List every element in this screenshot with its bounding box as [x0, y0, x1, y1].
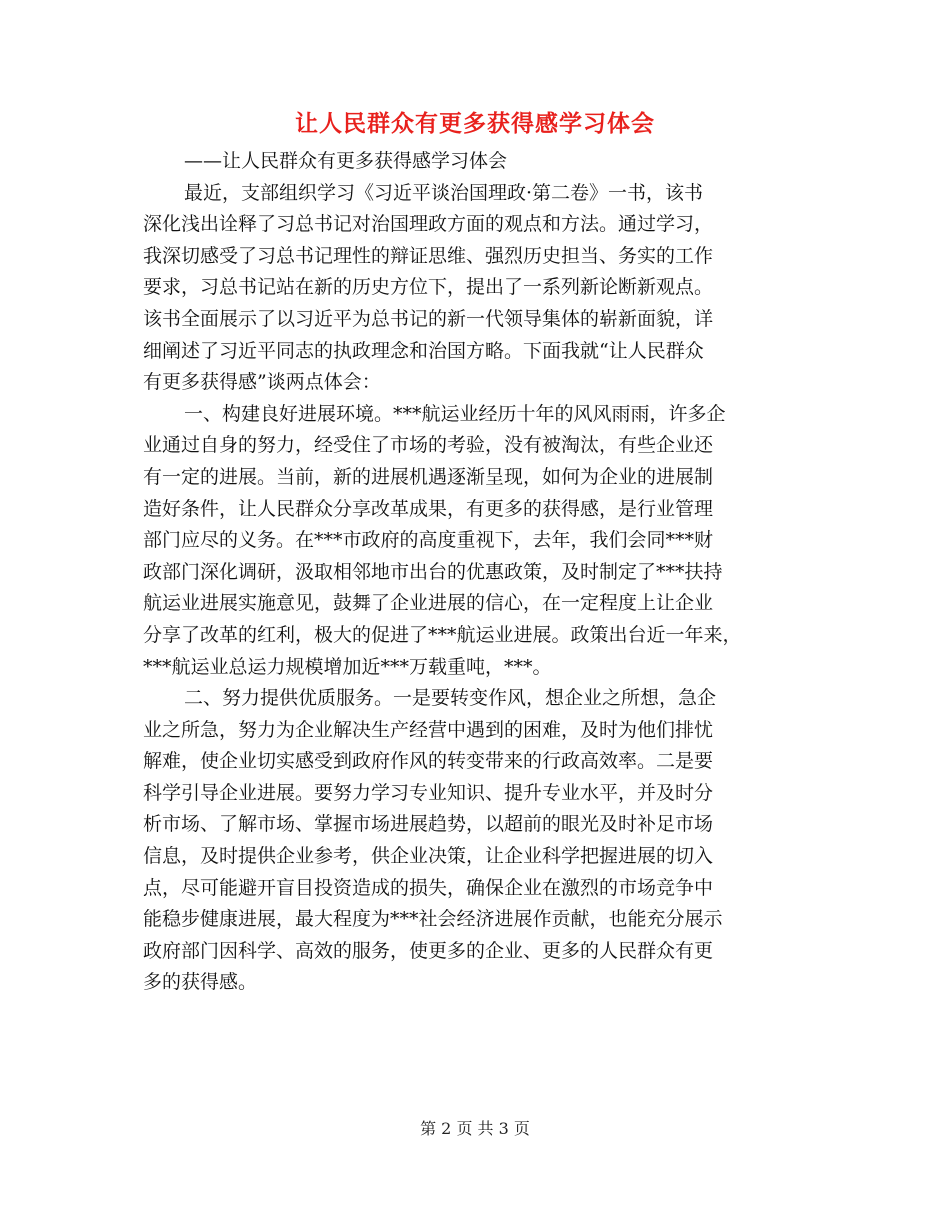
paragraph-3-line-6: 信息，及时提供企业参考，供企业决策，让企业科学把握进展的切入 — [143, 845, 714, 868]
paragraph-3-line-9: 政府部门因科学、高效的服务，使更多的企业、更多的人民群众有更 — [143, 939, 714, 962]
paragraph-1-line-1: 最近，支部组织学习《习近平谈治国理政·第二卷》一书，该书 — [184, 181, 704, 204]
document-title: 让人民群众有更多获得感学习体会 — [295, 110, 655, 137]
paragraph-2-line-7: 航运业进展实施意见，鼓舞了企业进展的信心，在一定程度上让企业 — [143, 592, 714, 615]
paragraph-3-line-2: 业之所急，努力为企业解决生产经营中遇到的困难，及时为他们排忧 — [143, 718, 714, 741]
paragraph-2-line-4: 造好条件，让人民群众分享改革成果，有更多的获得感，是行业管理 — [143, 497, 714, 520]
paragraph-1-line-4: 要求，习总书记站在新的历史方位下，提出了一系列新论断新观点。 — [143, 276, 714, 299]
paragraph-1-line-5: 该书全面展示了以习近平为总书记的新一代领导集体的崭新面貌，详 — [143, 307, 714, 330]
paragraph-2-line-6: 政部门深化调研，汲取相邻地市出台的优惠政策，及时制定了***扶持 — [143, 560, 723, 583]
paragraph-3-line-10: 多的获得感。 — [143, 971, 258, 994]
paragraph-3-line-7: 点，尽可能避开盲目投资造成的损失，确保企业在激烈的市场竞争中 — [143, 876, 714, 899]
paragraph-3-line-3: 解难，使企业切实感受到政府作风的转变带来的行政高效率。二是要 — [143, 750, 714, 773]
paragraph-3-line-4: 科学引导企业进展。要努力学习专业知识、提升专业水平，并及时分 — [143, 781, 714, 804]
subtitle-line: ——让人民群众有更多获得感学习体会 — [184, 150, 508, 172]
paragraph-2-line-5: 部门应尽的义务。在***市政府的高度重视下，去年，我们会同***财 — [143, 529, 714, 552]
paragraph-3-line-8: 能稳步健康进展，最大程度为***社会经济进展作贡献，也能充分展示 — [143, 908, 723, 931]
paragraph-1-line-6: 细阐述了习近平同志的执政理念和治国方略。下面我就“让人民群众 — [143, 339, 704, 362]
page-number-footer: 第 2 页 共 3 页 — [420, 1119, 530, 1138]
paragraph-2-line-3: 有一定的进展。当前，新的进展机遇逐渐呈现，如何为企业的进展制 — [143, 465, 714, 488]
paragraph-3-line-5: 析市场、了解市场、掌握市场进展趋势，以超前的眼光及时补足市场 — [143, 813, 714, 836]
paragraph-3-line-1: 二、努力提供优质服务。一是要转变作风，想企业之所想，急企 — [184, 687, 717, 710]
paragraph-2-line-1: 一、构建良好进展环境。***航运业经历十年的风风雨雨，许多企 — [184, 402, 726, 425]
paragraph-2-line-2: 业通过自身的努力，经受住了市场的考验，没有被淘汰，有些企业还 — [143, 434, 714, 457]
paragraph-1-line-2: 深化浅出诠释了习总书记对治国理政方面的观点和方法。通过学习， — [143, 213, 714, 236]
paragraph-2-line-8: 分享了改革的红利，极大的促进了***航运业进展。政策出台近一年来， — [143, 623, 742, 646]
paragraph-2-line-9: ***航运业总运力规模增加近***万载重吨，***。 — [143, 655, 552, 678]
paragraph-1-line-3: 我深切感受了习总书记理性的辩证思维、强烈历史担当、务实的工作 — [143, 244, 714, 267]
document-body — [143, 146, 815, 999]
paragraph-1-line-7: 有更多获得感”谈两点体会： — [143, 371, 381, 394]
